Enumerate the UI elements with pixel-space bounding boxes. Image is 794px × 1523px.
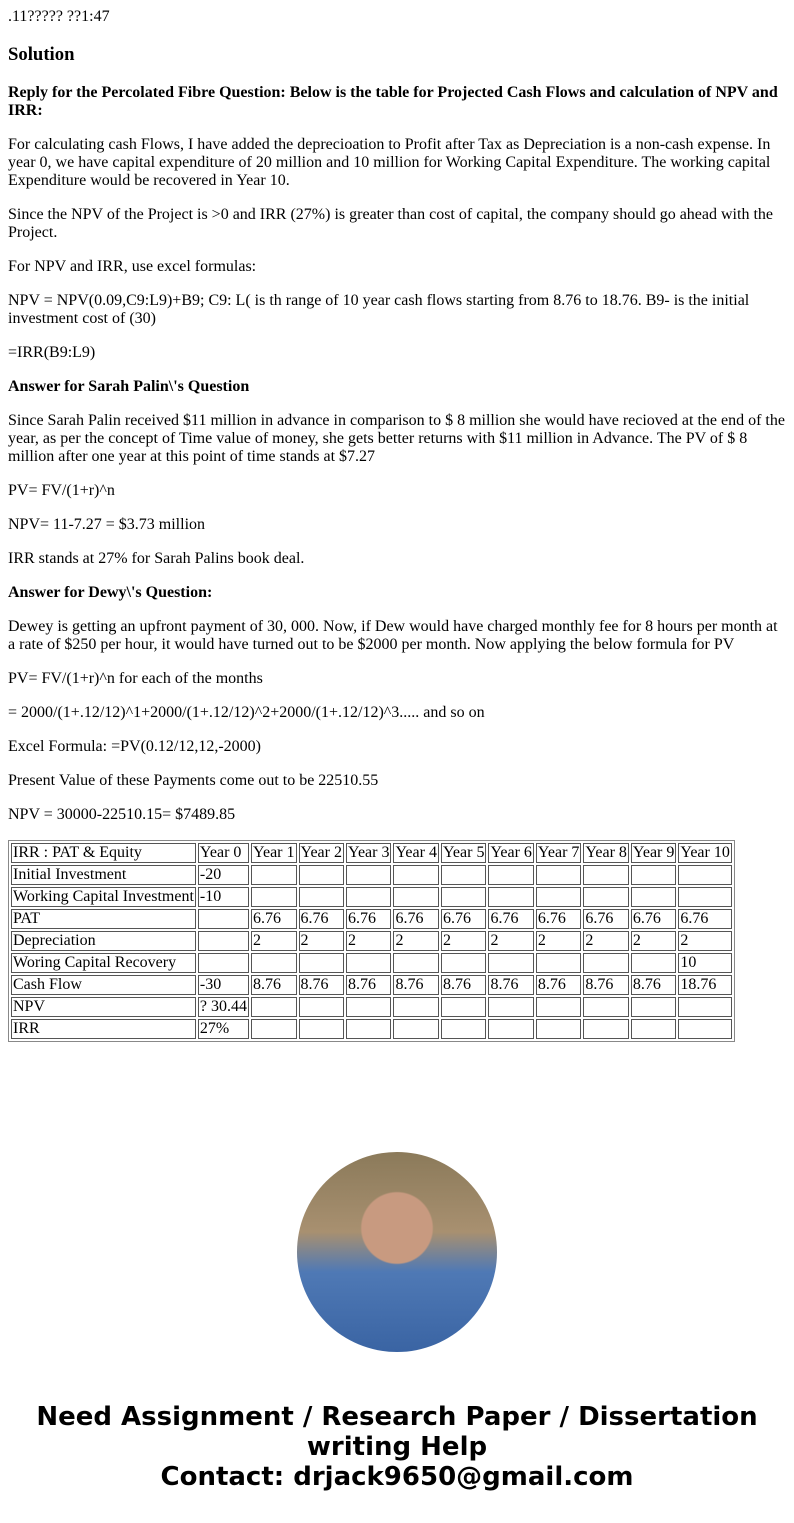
table-cell — [393, 1019, 438, 1039]
table-cell — [488, 997, 533, 1017]
table-cell: 8.76 — [488, 975, 533, 995]
paragraph-text: Reply for the Percolated Fibre Question: Below is the table for Projected Cash Flows and calculation of NPV and IRR: — [8, 84, 778, 119]
table-cell: 2 — [441, 931, 486, 951]
table-cell: Year 6 — [490, 844, 532, 861]
table-cell: NPV — [11, 997, 196, 1017]
table-cell — [441, 997, 486, 1017]
table-cell: 27% — [198, 1019, 249, 1039]
table-cell: 2 — [631, 931, 676, 951]
table-cell: Depreciation — [11, 931, 196, 951]
table-cell: 10 — [678, 953, 731, 973]
table-cell — [251, 997, 296, 1017]
table-cell — [251, 865, 296, 885]
table-cell: Year 5 — [442, 844, 485, 861]
paragraph-text: Since Sarah Palin received $11 million in advance in comparison to $ 8 million she would have recioved at the end of the year, as per the concept of Time value of money, she gets better returns with $11 million in Advance. The PV of $ 8 million after one year at this point of time stands at $7.27 — [8, 412, 785, 465]
table-cell — [393, 953, 438, 973]
table-cell: 6.76 — [251, 909, 296, 929]
table-cell: -10 — [198, 887, 249, 907]
table-cell: 2 — [393, 931, 438, 951]
table-cell: Year 2 — [300, 844, 342, 861]
paragraph — [8, 344, 786, 362]
table-row — [11, 1019, 732, 1039]
table-cell — [488, 887, 533, 907]
table-cell: 8.76 — [393, 975, 438, 995]
paragraph — [8, 806, 786, 824]
paragraph-text: For calculating cash Flows, I have added the deprecioation to Profit after Tax as Depreciation is a non-cash expense. In year 0, we have capital expenditure of 20 million and 10 million for Working Capital Expenditure. The working capital Expenditure would be recovered in Year 10. — [8, 136, 771, 189]
table-cell — [441, 953, 486, 973]
table-cell — [536, 1019, 581, 1039]
paragraph-text: = 2000/(1+.12/12)^1+2000/(1+.12/12)^2+2000/(1+.12/12)^3..... and so on — [8, 704, 485, 721]
table-cell — [488, 953, 533, 973]
table-cell — [299, 953, 344, 973]
table-cell — [393, 865, 438, 885]
paragraph — [8, 258, 786, 276]
table-cell: 6.76 — [393, 909, 438, 929]
table-cell — [198, 953, 249, 973]
table-row — [11, 887, 732, 907]
table-cell — [631, 953, 676, 973]
table-cell: 6.76 — [583, 909, 628, 929]
table-cell — [536, 887, 581, 907]
paragraph — [8, 772, 786, 790]
table-cell: Year 0 — [198, 843, 249, 863]
table-cell: Woring Capital Recovery — [11, 953, 196, 973]
table-cell: IRR — [11, 1019, 196, 1039]
table-cell: 2 — [488, 931, 533, 951]
table-cell — [299, 887, 344, 907]
table-cell: IRR : PAT & Equity — [11, 843, 196, 863]
table-cell: 6.76 — [346, 909, 391, 929]
table-cell — [631, 1019, 676, 1039]
table-cell — [346, 865, 391, 885]
table-cell — [346, 953, 391, 973]
table-row — [11, 953, 732, 973]
paragraph-text: Excel Formula: =PV(0.12/12,12,-2000) — [8, 738, 261, 755]
table-cell — [678, 997, 731, 1017]
table-cell — [536, 865, 581, 885]
table-row — [11, 865, 732, 885]
table-cell — [488, 1019, 533, 1039]
table-cell — [583, 865, 628, 885]
paragraph — [8, 670, 786, 688]
table-cell — [631, 997, 676, 1017]
table-cell — [488, 865, 533, 885]
table-cell: 6.76 — [488, 909, 533, 929]
paragraph — [8, 136, 786, 190]
table-cell — [251, 953, 296, 973]
paragraph-text: IRR stands at 27% for Sarah Palins book deal. — [8, 550, 305, 567]
table-cell: 18.76 — [678, 975, 731, 995]
table-cell — [346, 1019, 391, 1039]
table-cell: -30 — [198, 975, 249, 995]
table-cell: Working Capital Investment — [13, 888, 194, 905]
table-cell — [583, 953, 628, 973]
table-cell: Initial Investment — [11, 865, 196, 885]
table-cell — [583, 1019, 628, 1039]
section-heading — [8, 584, 786, 602]
table-cell: 2 — [346, 931, 391, 951]
paragraph-text: PV= FV/(1+r)^n for each of the months — [8, 670, 263, 687]
table-cell — [251, 887, 296, 907]
table-cell: Year 3 — [347, 844, 390, 861]
table-cell — [441, 1019, 486, 1039]
table-row — [11, 975, 732, 995]
paragraph-text: NPV = NPV(0.09,C9:L9)+B9; C9: L( is th range of 10 year cash flows starting from 8.76 to 18.76. B9- is the initial investment cost of (30) — [8, 292, 750, 327]
paragraph-text: =IRR(B9:L9) — [8, 344, 96, 361]
paragraph — [8, 550, 786, 568]
table-cell — [678, 887, 731, 907]
section-heading — [8, 378, 786, 396]
table-cell — [346, 887, 391, 907]
table-cell: 6.76 — [441, 909, 486, 929]
table-cell: Year 8 — [585, 844, 627, 861]
table-row — [11, 997, 732, 1017]
table-cell — [536, 997, 581, 1017]
paragraph — [8, 206, 786, 242]
table-cell — [583, 997, 628, 1017]
footer-contact: Contact: drjack9650@gmail.com — [160, 1462, 634, 1492]
table-cell: Cash Flow — [11, 975, 196, 995]
table-cell — [346, 997, 391, 1017]
footer-help-text: Need Assignment / Research Paper / Dissertation writing Help — [36, 1402, 758, 1462]
table-cell: Year 10 — [680, 844, 730, 861]
paragraph — [8, 482, 786, 500]
paragraph — [8, 292, 786, 328]
table-cell: 2 — [678, 931, 731, 951]
table-cell: 2 — [536, 931, 581, 951]
footer-ad — [8, 1402, 786, 1492]
table-cell: 8.76 — [299, 975, 344, 995]
table-cell — [583, 887, 628, 907]
table-cell: 8.76 — [536, 975, 581, 995]
author-avatar — [297, 1152, 497, 1352]
paragraph-text: Since the NPV of the Project is >0 and IRR (27%) is greater than cost of capital, the company should go ahead with the Project. — [8, 206, 773, 241]
table-row — [11, 909, 732, 929]
table-cell: 8.76 — [441, 975, 486, 995]
paragraph-text: Answer for Sarah Palin\'s Question — [8, 378, 250, 395]
table-cell — [299, 865, 344, 885]
table-cell: 8.76 — [251, 975, 296, 995]
table-cell: 8.76 — [346, 975, 391, 995]
paragraph-text: Dewey is getting an upfront payment of 30, 000. Now, if Dew would have charged monthly fee for 8 hours per month at a rate of $250 per hour, it would have turned out to be $2000 per month. Now applying the below formula for PV — [8, 618, 778, 653]
table-cell — [198, 909, 249, 929]
paragraph — [8, 516, 786, 534]
table-cell — [631, 865, 676, 885]
table-cell — [393, 997, 438, 1017]
timestamp: .11????? ??1:47 — [8, 8, 110, 25]
paragraph — [8, 618, 786, 654]
table-cell: -20 — [198, 865, 249, 885]
table-cell — [198, 931, 249, 951]
table-cell: 6.76 — [536, 909, 581, 929]
table-cell — [678, 865, 731, 885]
paragraph-text: NPV= 11-7.27 = $3.73 million — [8, 516, 206, 533]
paragraph-text: Present Value of these Payments come out to be 22510.55 — [8, 772, 379, 789]
table-header-row — [11, 843, 732, 863]
table-cell — [536, 953, 581, 973]
table-cell: 8.76 — [631, 975, 676, 995]
table-cell — [678, 1019, 731, 1039]
table-cell — [299, 997, 344, 1017]
page-title: Solution — [8, 44, 75, 65]
table-cell: 2 — [299, 931, 344, 951]
paragraph-text: NPV = 30000-22510.15= $7489.85 — [8, 806, 236, 823]
table-cell: 8.76 — [583, 975, 628, 995]
table-cell — [251, 1019, 296, 1039]
cash-flow-table — [8, 840, 735, 1042]
table-cell: Year 4 — [395, 844, 437, 861]
paragraph-text: PV= FV/(1+r)^n — [8, 482, 115, 499]
table-cell — [441, 887, 486, 907]
table-cell: 2 — [583, 931, 628, 951]
table-cell: Year 1 — [253, 844, 295, 861]
paragraph — [8, 738, 786, 756]
table-cell: 2 — [251, 931, 296, 951]
table-cell — [441, 865, 486, 885]
table-cell: 6.76 — [299, 909, 344, 929]
section-heading — [8, 84, 786, 120]
table-cell: Year 9 — [632, 844, 675, 861]
table-row — [11, 931, 732, 951]
paragraph — [8, 412, 786, 466]
table-cell — [631, 887, 676, 907]
table-cell: PAT — [11, 909, 196, 929]
table-cell: 6.76 — [678, 909, 731, 929]
paragraph — [8, 704, 786, 722]
table-cell — [393, 887, 438, 907]
table-cell: ? 30.44 — [199, 998, 248, 1015]
paragraph-text: Answer for Dewy\'s Question: — [8, 584, 213, 601]
table-cell: 6.76 — [631, 909, 676, 929]
answer-body — [8, 84, 786, 824]
table-cell — [299, 1019, 344, 1039]
table-cell: Year 7 — [537, 844, 580, 861]
paragraph-text: For NPV and IRR, use excel formulas: — [8, 258, 257, 275]
